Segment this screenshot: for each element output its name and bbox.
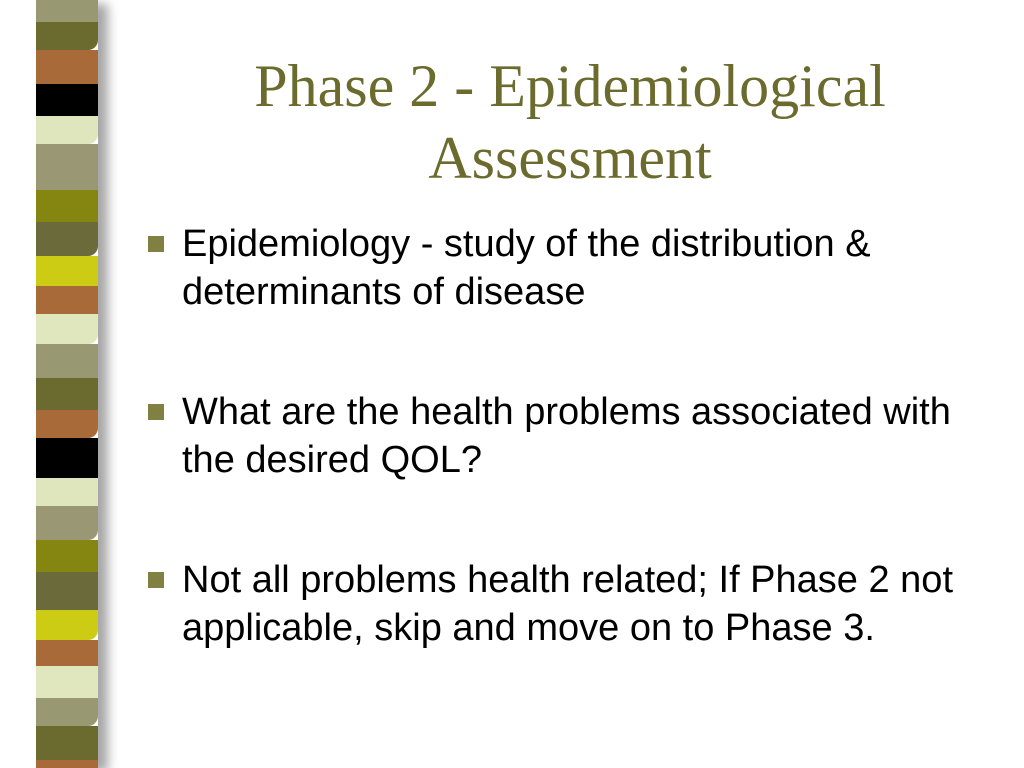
- stripe: [36, 314, 98, 344]
- square-bullet-icon: [148, 404, 164, 420]
- slide-title-line-2: Assessment: [428, 125, 712, 191]
- stripe: [36, 438, 98, 478]
- stripe: [36, 116, 98, 144]
- slide-title-line-1: Phase 2 - Epidemiological: [254, 53, 886, 119]
- stripe: [36, 572, 98, 610]
- square-bullet-icon: [148, 236, 164, 252]
- stripe: [36, 726, 98, 760]
- stripe: [36, 610, 98, 640]
- square-bullet-icon: [148, 572, 164, 588]
- stripe: [36, 190, 98, 222]
- bullet-item: [146, 220, 1006, 316]
- decorative-stripe-bar: [36, 0, 98, 768]
- stripe: [36, 760, 98, 768]
- bullet-list: [146, 220, 1006, 652]
- stripe: [36, 256, 98, 286]
- stripe: [36, 84, 98, 116]
- stripe: [36, 478, 98, 506]
- stripe: [36, 540, 98, 572]
- bullet-text: Not all problems health related; If Phase 2 not applicable, skip and move on to Phase 3.: [182, 559, 954, 649]
- bullet-item: [146, 556, 1006, 652]
- stripe: [36, 344, 98, 378]
- stripe: [36, 506, 98, 540]
- stripe: [36, 286, 98, 314]
- bullet-text: Epidemiology - study of the distribution & determinants of disease: [182, 223, 871, 313]
- stripe: [36, 378, 98, 410]
- stripe: [36, 410, 98, 438]
- bullet-text: What are the health problems associated with the desired QOL?: [182, 391, 951, 481]
- stripe: [36, 698, 98, 726]
- stripe: [36, 22, 98, 50]
- stripe: [36, 666, 98, 698]
- bullet-item: [146, 388, 1006, 484]
- stripe: [36, 640, 98, 666]
- stripe: [36, 222, 98, 256]
- stripe: [36, 144, 98, 190]
- slide-title: [150, 50, 990, 194]
- stripe: [36, 0, 98, 22]
- stripe: [36, 50, 98, 84]
